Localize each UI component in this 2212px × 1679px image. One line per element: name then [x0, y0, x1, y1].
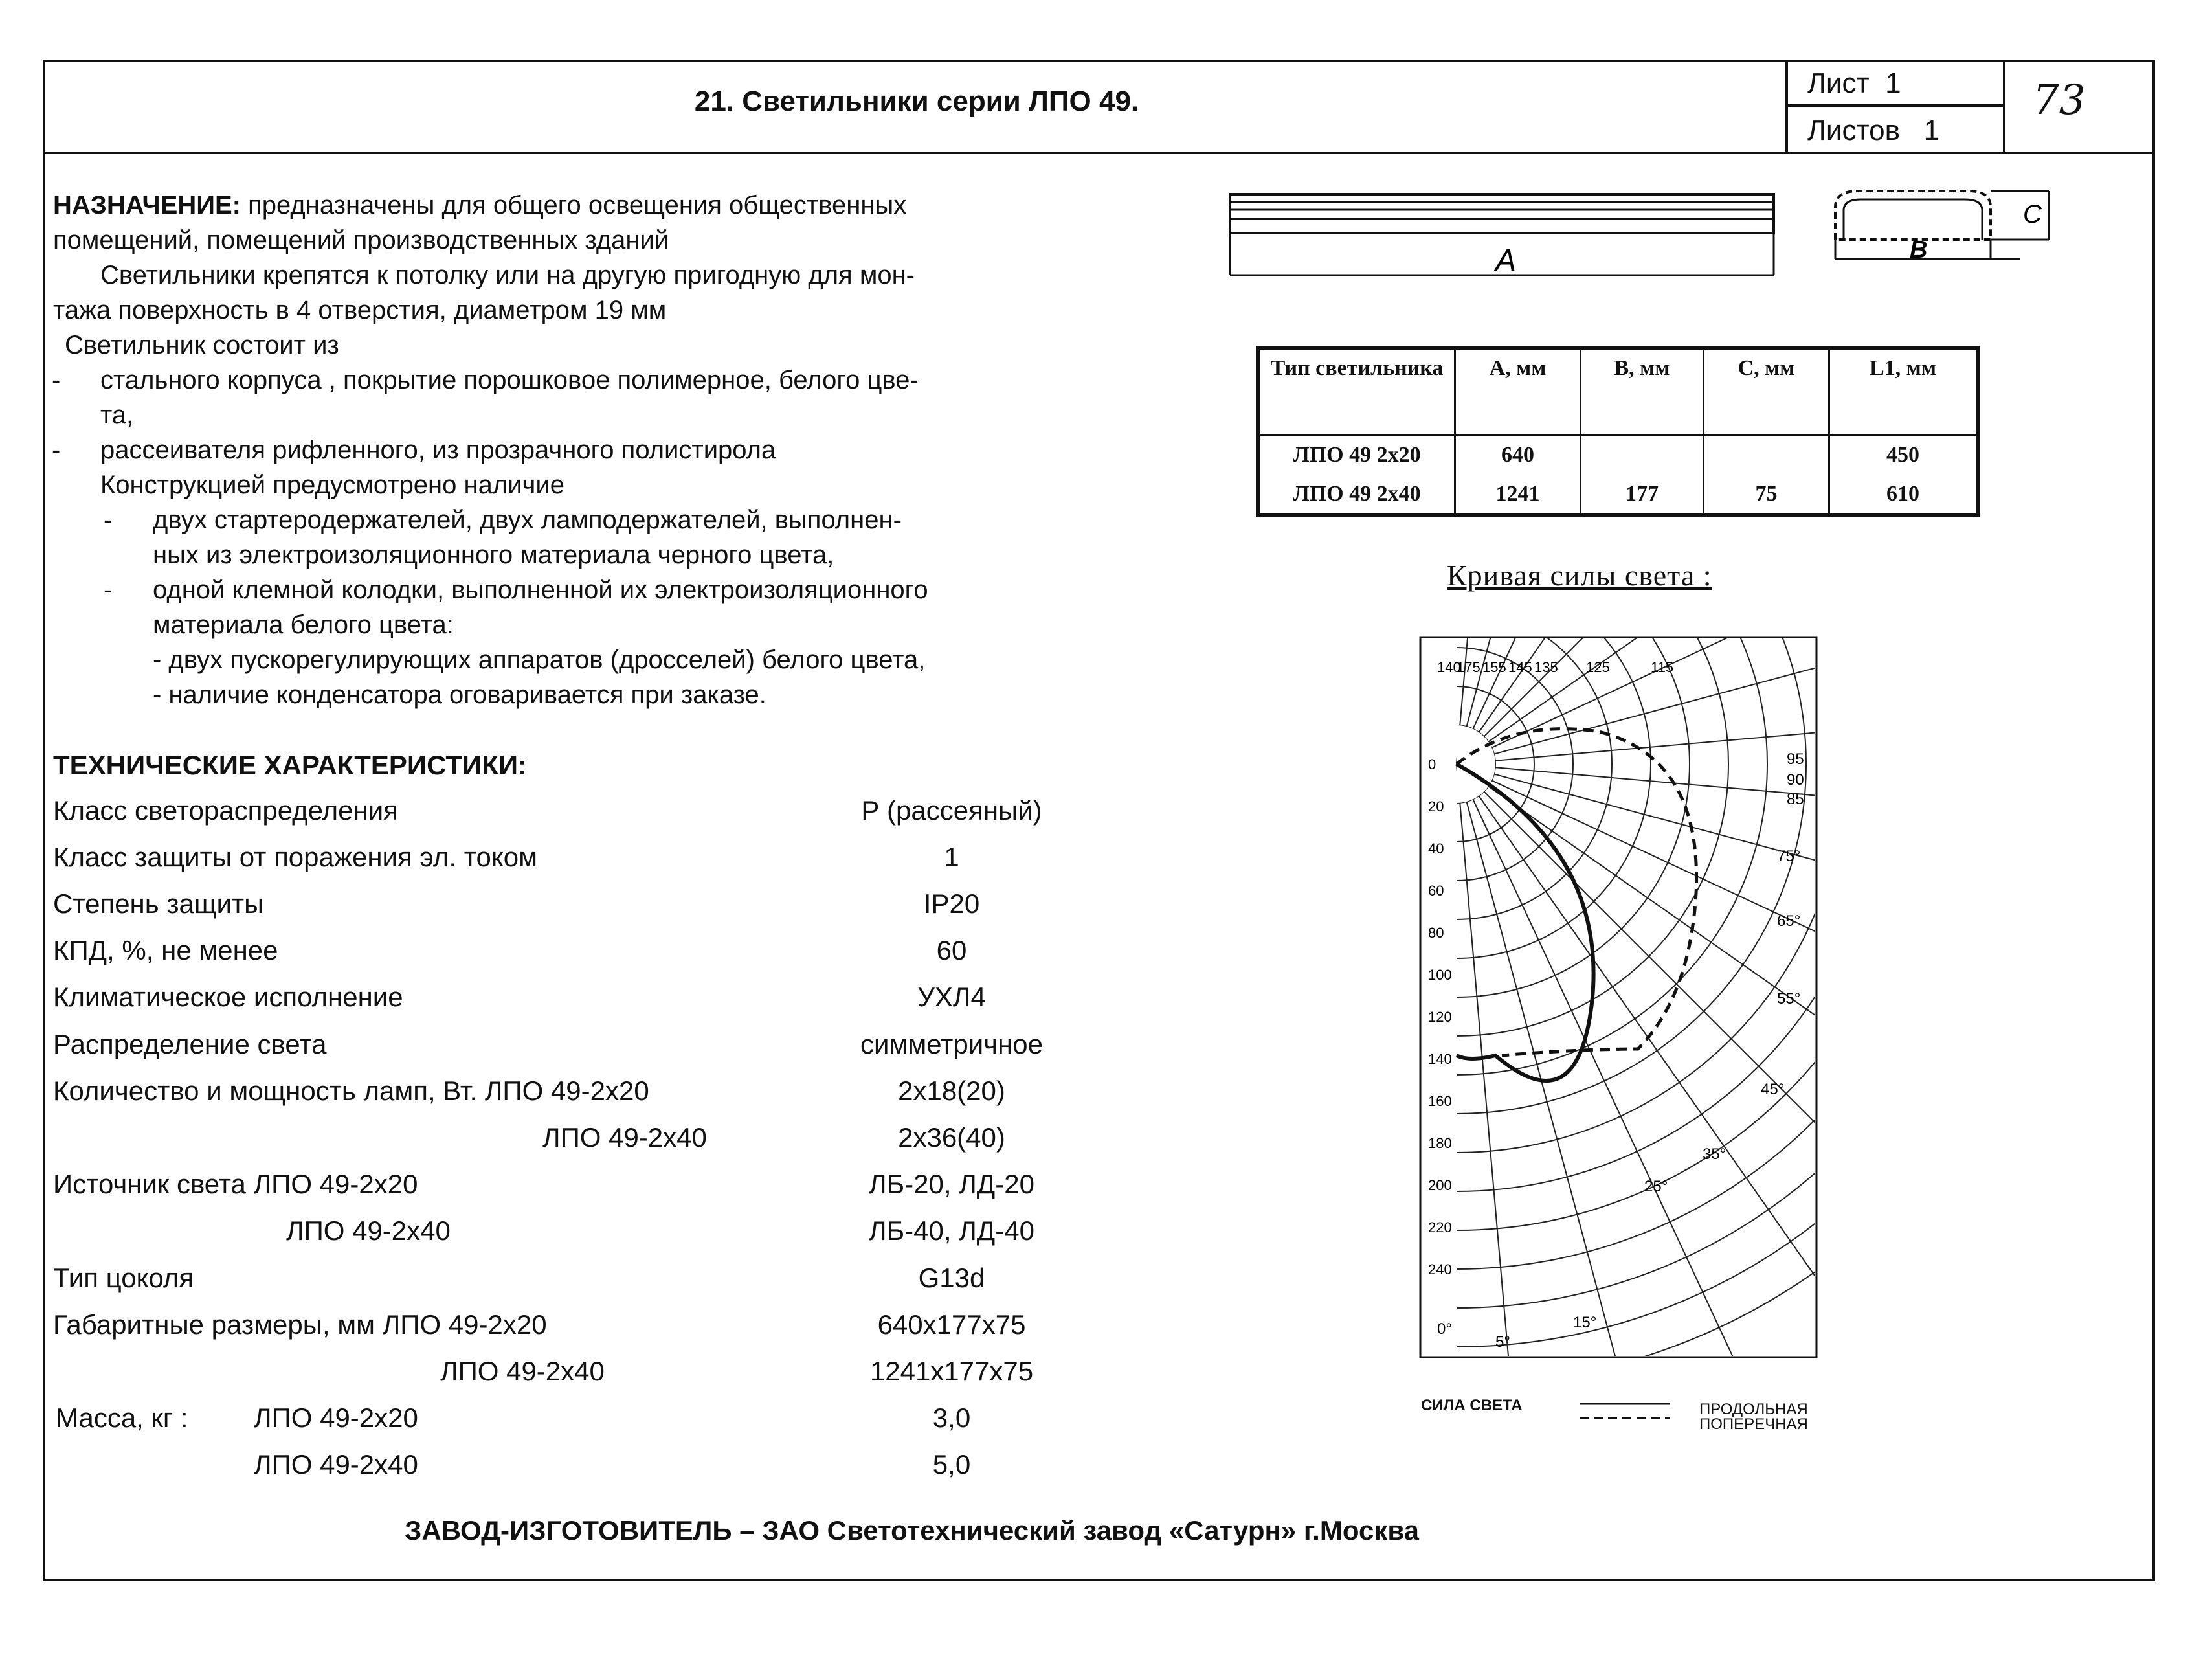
- spec-value: ЛБ-20, ЛД-20: [869, 1169, 1034, 1199]
- spec-label: Тип цоколя: [53, 1263, 194, 1293]
- end-profile: [1835, 191, 1991, 240]
- tick-label: 180: [1428, 1135, 1452, 1151]
- spec-value: 2х18(20): [898, 1076, 1005, 1106]
- spec-label: Климатическое исполнение: [53, 982, 403, 1012]
- grid-radial: [1457, 635, 1819, 764]
- tick-label: 25°: [1644, 1178, 1668, 1195]
- purpose-text-3: Светильники крепятся к потолку или на другую пригодную для мон-: [100, 261, 915, 289]
- spec-value: 60: [936, 935, 967, 965]
- purpose-text-5: Светильник состоит из: [65, 331, 339, 359]
- tick-label: 135: [1534, 659, 1558, 675]
- curve-title: Кривая силы света :: [1447, 559, 1712, 592]
- spec-value: 1: [944, 842, 959, 872]
- tick-label: 15°: [1573, 1314, 1597, 1331]
- table-cell: [1704, 435, 1829, 475]
- spec-label: ЛПО 49-2х40: [440, 1356, 605, 1386]
- light-intensity-diagram: [1418, 635, 1819, 1360]
- table-header: С, мм: [1704, 348, 1829, 435]
- dim-label-c: С: [2023, 200, 2042, 229]
- tick-label: 20: [1428, 798, 1444, 815]
- table-cell: [1581, 435, 1704, 475]
- grid-center: [1457, 725, 1495, 803]
- grid-arc: [1457, 635, 1651, 958]
- sub-1b: ных из электроизоляционного материала черного цвета,: [153, 541, 834, 569]
- polar-grid: [1457, 635, 1819, 1360]
- table-row: [1258, 435, 1978, 475]
- tick-label: 125: [1586, 659, 1610, 675]
- table-cell: 177: [1581, 475, 1704, 515]
- table-header: L1, мм: [1829, 348, 1978, 435]
- sheet-label: Лист: [1807, 67, 1870, 99]
- spec-label: Степень защиты: [53, 888, 264, 919]
- legend-lines: [1580, 1399, 1677, 1425]
- spec-value: 5,0: [932, 1449, 971, 1480]
- spec-label: ЛПО 49-2х40: [254, 1449, 418, 1480]
- sub-1a: двух стартеродержателей, двух ламподержателей, выполнен-: [153, 506, 902, 534]
- spec-label: Габаритные размеры, мм ЛПО 49-2х20: [53, 1309, 547, 1340]
- grid-arc: [1457, 635, 1819, 1269]
- dim-label-b: В: [1910, 236, 1928, 264]
- bullet-dash: -: [52, 436, 61, 464]
- grid-radial: [1457, 764, 1819, 1347]
- tick-label: 140: [1428, 1051, 1452, 1067]
- manufacturer-footer: [0, 1515, 2212, 1546]
- table-header: А, мм: [1455, 348, 1581, 435]
- sheet-box: [1785, 60, 2005, 154]
- grid-radial: [1457, 764, 1641, 1360]
- longitudinal-curve: [1457, 764, 1594, 1081]
- sheet-line: [1788, 60, 2003, 107]
- table-cell: 75: [1704, 475, 1829, 515]
- tick-label: 90: [1787, 771, 1804, 789]
- tick-label: 160: [1428, 1093, 1452, 1109]
- spec-value: ЛБ-40, ЛД-40: [869, 1215, 1034, 1246]
- tick-label: 145: [1508, 659, 1532, 675]
- purpose-text-2: помещений, помещений производственных зданий: [53, 226, 669, 254]
- table-header-row: [1258, 348, 1978, 435]
- tick-label: 95: [1787, 750, 1804, 768]
- tick-label: 80: [1428, 925, 1444, 941]
- tick-label: 65°: [1777, 912, 1801, 930]
- luminaire-body: [1230, 194, 1774, 233]
- grid-radial: [1457, 635, 1819, 764]
- bullet-dash: -: [104, 506, 113, 534]
- grid-radial: [1457, 764, 1819, 1065]
- purpose-heading: НАЗНАЧЕНИЕ:: [53, 191, 241, 220]
- specs-heading: ТЕХНИЧЕСКИЕ ХАРАКТЕРИСТИКИ:: [53, 750, 528, 780]
- spec-label: Количество и мощность ламп, Вт. ЛПО 49-2х20: [53, 1076, 649, 1106]
- tick-label: 140: [1437, 659, 1461, 675]
- legend-title: СИЛА СВЕТА: [1421, 1397, 1523, 1414]
- legend-transverse: ПОПЕРЕЧНАЯ: [1699, 1415, 1808, 1433]
- spec-label: Источник света ЛПО 49-2х20: [53, 1169, 418, 1199]
- end-profile-inner: [1844, 199, 1982, 240]
- tick-label: 120: [1428, 1009, 1452, 1025]
- tick-label: 35°: [1703, 1145, 1726, 1163]
- table-cell: 1241: [1455, 475, 1581, 515]
- tick-label: 100: [1428, 967, 1452, 983]
- spec-value: 640х177х75: [877, 1309, 1026, 1340]
- spec-label: КПД, %, не менее: [53, 935, 278, 965]
- grid-arc: [1457, 635, 1819, 1153]
- sheets-label: Листов: [1807, 115, 1900, 146]
- grid-radial: [1457, 764, 1819, 826]
- spec-value: симметричное: [860, 1029, 1044, 1059]
- spec-label: ЛПО 49-2х40: [286, 1215, 451, 1246]
- spec-value: 1241х177х75: [869, 1356, 1034, 1386]
- grid-arc: [1457, 635, 1819, 1360]
- legend-longitudinal: ПРОДОЛЬНАЯ: [1699, 1401, 1808, 1418]
- purpose-text-4: тажа поверхность в 4 отверстия, диаметром 19 мм: [53, 296, 667, 324]
- item-2: рассеивателя рифленного, из прозрачного полистирола: [100, 436, 776, 464]
- tick-label: 0°: [1437, 1320, 1452, 1338]
- tick-label: 0: [1428, 756, 1436, 772]
- table-cell: ЛПО 49 2х20: [1293, 443, 1421, 467]
- bullet-dash: -: [52, 366, 61, 394]
- grid-radial: [1457, 764, 1519, 1360]
- item-1a: стального корпуса , покрытие порошковое полимерное, белого цве-: [100, 366, 919, 394]
- table-cell: ЛПО 49 2х40: [1293, 482, 1421, 506]
- sub-3: - двух пускорегулирующих аппаратов (дросселей) белого цвета,: [153, 646, 926, 674]
- luminaire-end-drawing: [1826, 181, 2059, 272]
- grid-radial: [1457, 764, 1819, 949]
- spec-value: G13d: [918, 1263, 985, 1293]
- sub-2a: одной клемной колодки, выполненной их электроизоляционного: [153, 576, 928, 604]
- grid-radial: [1457, 635, 1819, 764]
- tick-label: 40: [1428, 840, 1444, 857]
- grid-radial: [1457, 702, 1819, 764]
- tick-label: 175: [1457, 659, 1480, 675]
- sheet-value: 1: [1885, 67, 1901, 99]
- bullet-dash: -: [104, 576, 113, 604]
- grid-radial: [1457, 635, 1819, 764]
- table-cell: 450: [1829, 435, 1978, 475]
- spec-value: 2х36(40): [898, 1122, 1005, 1153]
- spec-value: 3,0: [932, 1403, 971, 1433]
- dim-label-a: А: [1495, 243, 1517, 278]
- sheets-value: 1: [1923, 115, 1940, 146]
- spec-label: ЛПО 49-2х40: [542, 1122, 707, 1153]
- luminaire-side-drawing: [1223, 188, 1780, 285]
- spec-value: Р (рассеяный): [861, 795, 1042, 826]
- item-1b: та,: [100, 401, 134, 429]
- tick-label: 60: [1428, 883, 1444, 899]
- tick-label: 5°: [1495, 1333, 1510, 1351]
- sub-4: - наличие конденсатора оговаривается при заказе.: [153, 681, 766, 709]
- tick-label: 220: [1428, 1219, 1452, 1235]
- purpose-text-6: Конструкцией предусмотрено наличие: [100, 471, 564, 499]
- tick-label: 45°: [1761, 1081, 1785, 1098]
- spec-value: УХЛ4: [917, 982, 986, 1012]
- spec-value: IP20: [923, 888, 980, 919]
- footer-text: ЗАВОД-ИЗГОТОВИТЕЛЬ – ЗАО Светотехнический завод «Сатурн» г.Москва: [405, 1515, 1419, 1546]
- tick-label: 75°: [1777, 848, 1801, 865]
- table-header: Тип светильника: [1258, 348, 1455, 435]
- purpose-line-1: [53, 188, 906, 223]
- grid-arc: [1457, 635, 1819, 1308]
- spec-label: ЛПО 49-2х20: [254, 1403, 418, 1433]
- table-row: [1258, 475, 1978, 515]
- tick-label: 55°: [1777, 990, 1801, 1008]
- page-number: 73: [2033, 76, 2086, 124]
- spec-label: Класс защиты от поражения эл. током: [53, 842, 537, 872]
- purpose-text-1: предназначены для общего освещения общественных: [248, 191, 907, 220]
- sheets-line: [1788, 107, 2003, 154]
- table-cell: 640: [1455, 435, 1581, 475]
- spec-label: Распределение света: [53, 1029, 327, 1059]
- tick-label: 155: [1482, 659, 1506, 675]
- spec-label: Масса, кг :: [56, 1403, 188, 1433]
- tick-label: 240: [1428, 1261, 1452, 1278]
- table-header: В, мм: [1581, 348, 1704, 435]
- tick-label: 200: [1428, 1177, 1452, 1193]
- tick-label: 85: [1787, 791, 1804, 808]
- spec-label: Класс светораспределения: [53, 795, 398, 826]
- sub-2b: материала белого цвета:: [153, 611, 454, 639]
- page-title: 21. Светильники серии ЛПО 49.: [694, 85, 1139, 117]
- tick-label: 115: [1651, 659, 1674, 675]
- table-cell: 610: [1829, 475, 1978, 515]
- grid-radial: [1457, 635, 1819, 764]
- dimensions-table: [1256, 346, 1980, 517]
